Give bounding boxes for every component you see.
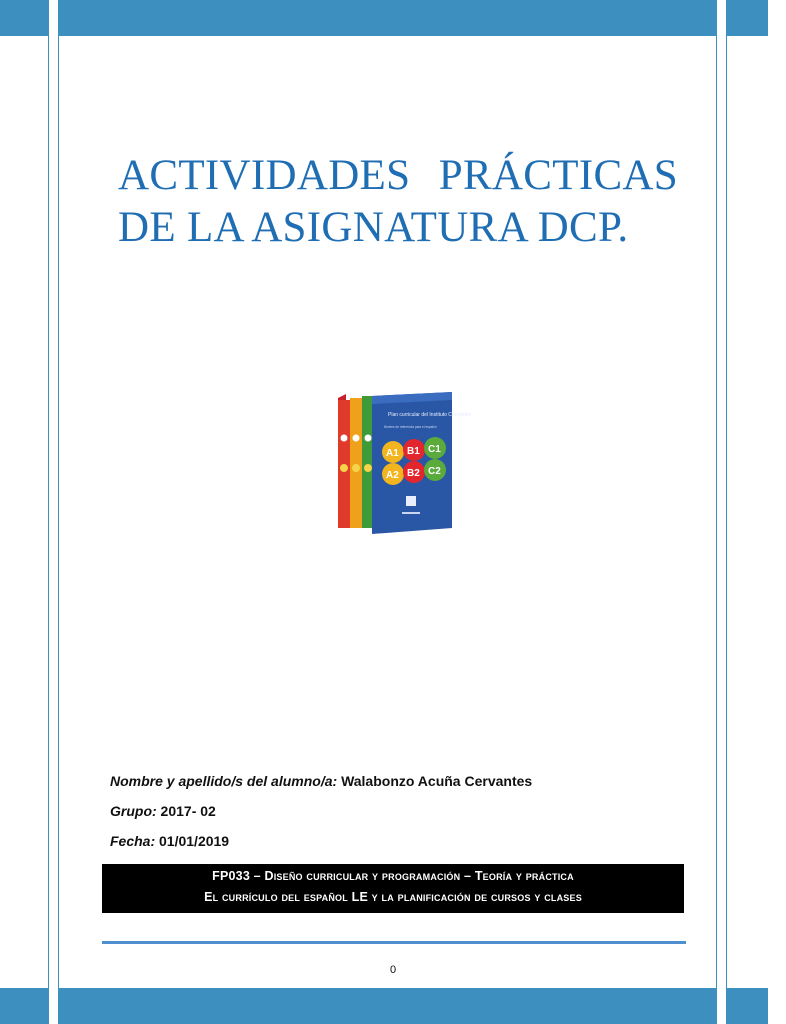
student-name-value: Walabonzo Acuña Cervantes [341, 773, 533, 789]
left-frame-line [48, 0, 49, 1024]
group-row [110, 803, 216, 819]
top-left-bar [0, 0, 48, 36]
book-box-illustration [328, 388, 472, 538]
book-cover-image [328, 388, 472, 538]
left-frame-line-inner [58, 0, 59, 1024]
title-word-actividades: ACTIVIDADES [118, 152, 411, 199]
student-name-label: Nombre y apellido/s del alumno/a: [110, 773, 338, 789]
level-c2: C2 [428, 466, 441, 477]
group-value: 2017- 02 [160, 803, 216, 819]
date-value: 01/01/2019 [159, 833, 230, 849]
bottom-center-bar [58, 988, 716, 1024]
level-a1: A1 [386, 448, 399, 459]
level-b1: B1 [407, 446, 420, 457]
bottom-left-bar [0, 988, 48, 1024]
book-subtitle-text: Niveles de referencia para el español [384, 425, 437, 429]
course-banner-line-1: FP033 – Diseño curricular y programación – Teoría y práctica [212, 869, 574, 883]
date-row [110, 833, 229, 849]
title-word-practicas: PRÁCTICAS [438, 152, 678, 199]
bottom-right-bar [726, 988, 768, 1024]
group-label: Grupo: [110, 803, 157, 819]
course-banner [102, 864, 684, 913]
student-name-row [110, 773, 532, 789]
level-b2: B2 [407, 468, 420, 479]
footer-rule [102, 941, 686, 944]
top-right-bar [726, 0, 768, 36]
top-center-bar [58, 0, 716, 36]
level-a2: A2 [386, 470, 399, 481]
publisher-logo-icon [406, 496, 416, 506]
right-frame-line [726, 0, 727, 1024]
page-number: 0 [389, 964, 397, 976]
book-title-text: Plan curricular del Instituto Cervantes [388, 412, 472, 418]
course-banner-line-2: El currículo del español LE y la planificación de cursos y clases [204, 890, 582, 904]
page-title [118, 150, 678, 254]
title-line-1 [118, 150, 678, 202]
right-frame-line-inner [716, 0, 717, 1024]
level-c1: C1 [428, 444, 441, 455]
title-line-2: DE LA ASIGNATURA DCP. [118, 204, 629, 251]
date-label: Fecha: [110, 833, 156, 849]
